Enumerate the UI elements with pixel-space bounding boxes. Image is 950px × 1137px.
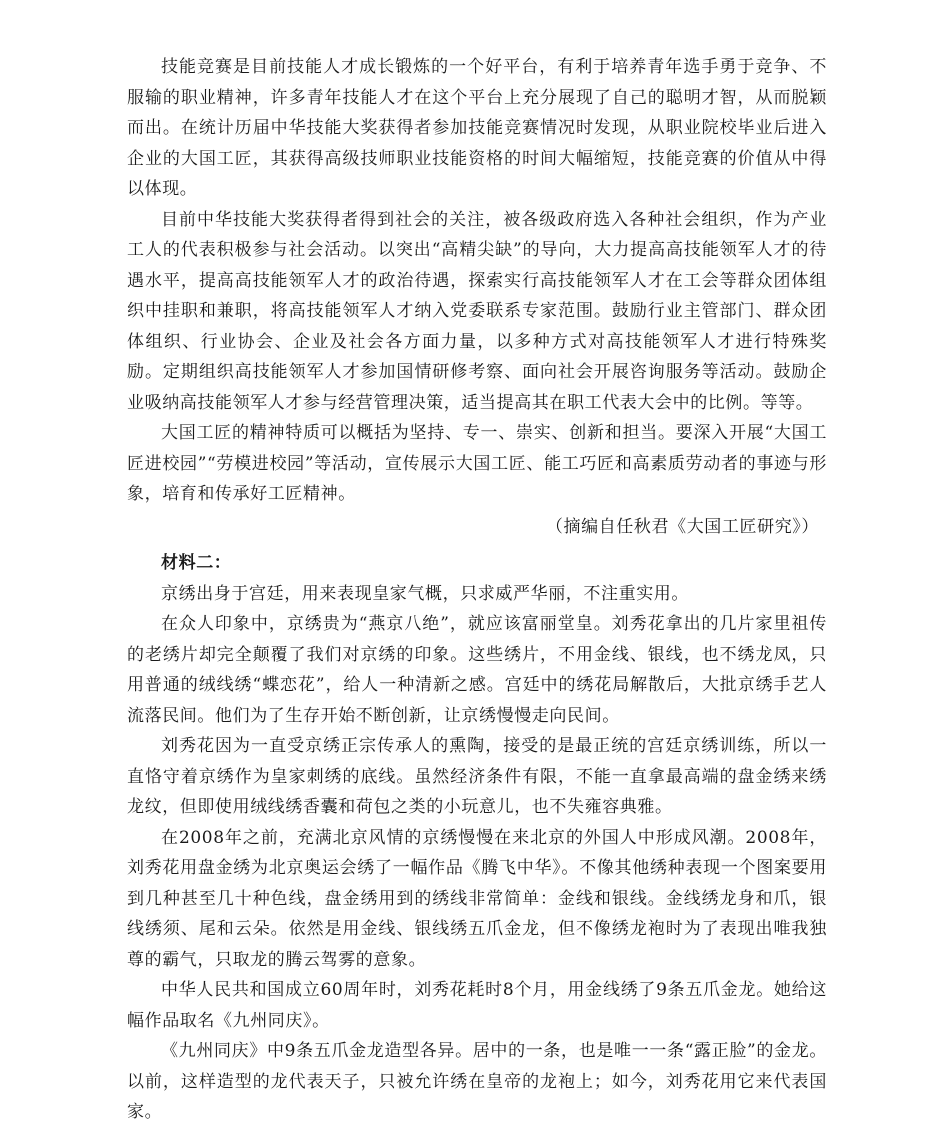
paragraph: 在2008年之前，充满北京风情的京绣慢慢在来北京的外国人中形成风潮。2008年，刘秀花用盘金绣为北京奥运会绣了一幅作品《腾飞中华》。不像其他绣种表现一个图案要用到几种甚至几十种色线，盘金绣用到的绣线非常简单：金线和银线。金线绣龙身和爪，银线绣须、尾和云朵。依然是用金线、银线绣五爪金龙，但不像绣龙袍时为了表现出唯我独尊的霸气，只取龙的腾云驾雾的意象。 bbox=[127, 827, 827, 970]
paragraph: 技能竞赛是目前技能人才成长锻炼的一个好平台，有利于培养青年选手勇于竞争、不服输的职业精神，许多青年技能人才在这个平台上充分展现了自己的聪明才智，从而脱颖而出。在统计历届中华技能大奖获得者参加技能竞赛情况时发现，从职业院校毕业后进入企业的大国工匠，其获得高级技师职业技能资格的时间大幅缩短，技能竞赛的价值从中得以体现。 bbox=[127, 57, 827, 199]
document-page bbox=[127, 52, 827, 1128]
paragraph: 京绣出身于宫廷，用来表现皇家气概，只求威严华丽，不注重实用。 bbox=[161, 583, 689, 604]
paragraph: 《九州同庆》中9条五爪金龙造型各异。居中的一条，也是唯一一条“露正脸”的金龙。以前，这样造型的龙代表天子，只被允许绣在皇帝的龙袍上；如今，刘秀花用它来代表国家。 bbox=[127, 1041, 827, 1122]
section-heading: 材料二： bbox=[161, 553, 232, 573]
paragraph: 中华人民共和国成立60周年时，刘秀花耗时8个月，用金线绣了9条五爪金龙。她给这幅作品取名《九州同庆》。 bbox=[127, 980, 827, 1031]
paragraph: 刘秀花因为一直受京绣正宗传承人的熏陶，接受的是最正统的宫廷京绣训练，所以一直恪守着京绣作为皇家刺绣的底线。虽然经济条件有限，不能一直拿最高端的盘金绣来绣龙纹，但即使用绒线绣香囊和荷包之类的小玩意儿，也不失雍容典雅。 bbox=[127, 736, 827, 817]
paragraph: 在众人印象中，京绣贵为“燕京八绝”，就应该富丽堂皇。刘秀花拿出的几片家里祖传的老绣片却完全颠覆了我们对京绣的印象。这些绣片，不用金线、银线，也不绣龙凤，只用普通的绒线绣“蝶恋花”，给人一种清新之感。宫廷中的绣花局解散后，大批京绣手艺人流落民间。他们为了生存开始不断创新，让京绣慢慢走向民间。 bbox=[127, 614, 827, 726]
paragraph: 大国工匠的精神特质可以概括为坚持、专一、崇实、创新和担当。要深入开展“大国工匠进校园”“劳模进校园”等活动，宣传展示大国工匠、能工巧匠和高素质劳动者的事迹与形象，培育和传承好工匠精神。 bbox=[127, 423, 827, 504]
paragraph: 目前中华技能大奖获得者得到社会的关注，被各级政府选入各种社会组织，作为产业工人的代表积极参与社会活动。以突出“高精尖缺”的导向，大力提高高技能领军人才的待遇水平，提高高技能领军人才的政治待遇，探索实行高技能领军人才在工会等群众团体组织中挂职和兼职，将高技能领军人才纳入党委联系专家范围。鼓励行业主管部门、群众团体组织、行业协会、企业及社会各方面力量，以多种方式对高技能领军人才进行特殊奖励。定期组织高技能领军人才参加国情研修考察、面向社会开展咨询服务等活动。鼓励企业吸纳高技能领军人才参与经营管理决策，适当提高其在职工代表大会中的比例。等等。 bbox=[127, 209, 827, 413]
source-citation: （摘编自任秋君《大国工匠研究》） bbox=[545, 516, 819, 537]
